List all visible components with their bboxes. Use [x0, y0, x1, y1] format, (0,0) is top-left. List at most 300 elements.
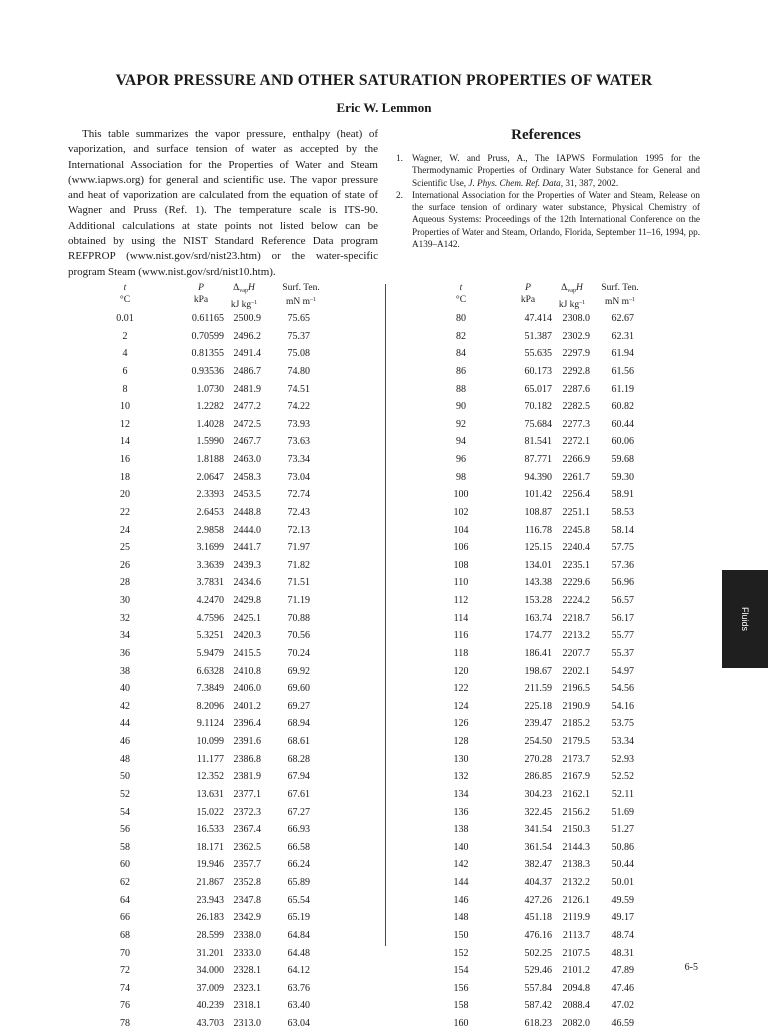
table-row: [96, 805, 352, 823]
table-row: [432, 998, 688, 1016]
cell-surface-tension: 74.22: [287, 401, 310, 413]
table-row: [432, 364, 688, 382]
cell-pressure: 47.414: [524, 313, 552, 324]
reference-number: 1.: [396, 153, 403, 163]
cell-enthalpy: 2156.2: [562, 806, 590, 818]
cell-pressure: 322.45: [524, 806, 552, 818]
table-row: [96, 787, 352, 805]
table-row: [432, 487, 688, 505]
author-name: Eric W. Lemmon: [336, 100, 432, 115]
table-row: [96, 487, 352, 505]
references-list: [396, 152, 700, 250]
cell-pressure: 8.2096: [196, 700, 224, 712]
cell-enthalpy: 2342.9: [233, 912, 261, 924]
cell-surface-tension: 64.84: [287, 929, 310, 941]
cell-surface-tension: 57.75: [611, 542, 634, 554]
cell-temperature: 24: [120, 524, 130, 536]
cell-pressure: 225.18: [524, 700, 552, 712]
cell-temperature: 14: [120, 436, 130, 448]
header-enthalpy: $\Delta_{vap}H$ kJ $kg^{-1}$: [230, 283, 258, 310]
cell-pressure: 55.635: [524, 348, 552, 360]
cell-enthalpy: 2287.6: [562, 383, 590, 395]
cell-temperature: 16: [120, 454, 130, 465]
table-row: [432, 558, 688, 576]
header-enthalpy: $\Delta_{vap}H$ kJ $kg^{-1}$: [558, 283, 586, 310]
table-row: [432, 575, 688, 593]
cell-enthalpy: 2266.9: [562, 454, 590, 465]
table-row: [96, 523, 352, 541]
cell-enthalpy: 2132.2: [562, 877, 590, 888]
cell-enthalpy: 2448.8: [233, 506, 261, 518]
cell-temperature: 72: [120, 965, 130, 977]
cell-temperature: 44: [120, 718, 130, 730]
cell-surface-tension: 54.97: [611, 665, 634, 677]
reference-journal: J. Phys. Chem. Ref. Data: [468, 177, 561, 188]
table-row: [432, 875, 688, 893]
cell-temperature: 126: [453, 718, 469, 730]
cell-enthalpy: 2190.9: [562, 700, 590, 712]
cell-enthalpy: 2429.8: [233, 595, 261, 606]
cell-pressure: 16.533: [196, 824, 224, 836]
cell-enthalpy: 2162.1: [562, 788, 590, 800]
table-row: [432, 505, 688, 523]
cell-enthalpy: 2477.2: [233, 401, 261, 413]
table-row: [432, 787, 688, 805]
table-row: [96, 769, 352, 787]
cell-enthalpy: 2235.1: [562, 559, 590, 571]
cell-surface-tension: 65.19: [287, 912, 310, 924]
cell-temperature: 46: [120, 736, 130, 747]
cell-pressure: 3.1699: [196, 542, 224, 554]
cell-pressure: 31.201: [196, 947, 224, 959]
table-row: [96, 452, 352, 470]
cell-pressure: 87.771: [524, 454, 552, 465]
cell-enthalpy: 2261.7: [562, 471, 590, 483]
cell-temperature: 80: [456, 313, 466, 324]
cell-temperature: 36: [120, 647, 130, 659]
cell-enthalpy: 2357.7: [233, 859, 261, 871]
cell-enthalpy: 2207.7: [562, 647, 590, 659]
cell-surface-tension: 73.93: [287, 418, 310, 430]
cell-surface-tension: 46.59: [611, 1018, 634, 1029]
cell-enthalpy: 2391.6: [233, 736, 261, 747]
references-heading: References: [511, 127, 581, 143]
cell-enthalpy: 2410.8: [233, 665, 261, 677]
cell-enthalpy: 2333.0: [233, 947, 261, 959]
cell-temperature: 98: [456, 471, 466, 483]
cell-pressure: 1.5990: [196, 436, 224, 448]
cell-surface-tension: 62.67: [611, 313, 634, 324]
cell-temperature: 4: [122, 348, 128, 360]
cell-temperature: 52: [120, 788, 130, 800]
cell-surface-tension: 58.14: [611, 524, 634, 536]
cell-enthalpy: 2313.0: [233, 1018, 261, 1029]
cell-pressure: 15.022: [196, 806, 224, 818]
cell-surface-tension: 72.13: [287, 524, 310, 536]
table-row: [96, 470, 352, 488]
cell-pressure: 60.173: [524, 365, 552, 377]
cell-enthalpy: 2119.9: [562, 912, 590, 924]
cell-surface-tension: 50.01: [611, 877, 634, 888]
cell-temperature: 78: [120, 1018, 130, 1029]
cell-pressure: 2.9858: [196, 524, 224, 536]
table-row: [96, 963, 352, 981]
cell-surface-tension: 65.89: [287, 877, 310, 888]
cell-temperature: 92: [456, 418, 466, 430]
cell-enthalpy: 2302.9: [562, 330, 590, 342]
cell-surface-tension: 48.74: [611, 929, 634, 941]
table-row: [96, 575, 352, 593]
cell-temperature: 25: [120, 542, 130, 554]
cell-enthalpy: 2441.7: [233, 542, 261, 554]
table-row: [432, 681, 688, 699]
cell-temperature: 12: [120, 418, 130, 430]
cell-temperature: 6: [122, 365, 128, 377]
cell-temperature: 64: [120, 894, 130, 906]
cell-temperature: 42: [120, 700, 130, 712]
cell-enthalpy: 2367.4: [233, 824, 261, 836]
cell-enthalpy: 2229.6: [562, 577, 590, 589]
cell-pressure: 174.77: [524, 630, 552, 642]
cell-pressure: 2.0647: [196, 471, 224, 483]
table-row: [96, 399, 352, 417]
cell-temperature: 90: [456, 401, 466, 413]
cell-pressure: 9.1124: [196, 718, 224, 730]
intro-paragraph: This table summarizes the vapor pressure, enthalpy (heat) of vaporization, and surface tension of water as accepted by the International Association for the Properties of Water and Steam (www.iapws.org) for general and scientific use. The vapor pressure and heat of vaporization are calculated from the equation of state of Wagner and Pruss (Ref. 1). The temperature scale is ITS-90. Additional calculations at state points not listed below can be obtained by using the NIST Standard Reference Data program REFPROP (www.nist.gov/srd/nist23.htm) or the water-specific program Steam (www.nist.gov/srd/nist10.htm).: [68, 128, 378, 278]
table-row: [432, 540, 688, 558]
cell-surface-tension: 52.93: [611, 753, 634, 765]
cell-pressure: 476.16: [524, 929, 552, 941]
cell-surface-tension: 63.04: [287, 1018, 310, 1029]
cell-enthalpy: 2292.8: [562, 365, 590, 377]
cell-surface-tension: 56.96: [611, 577, 634, 589]
cell-pressure: 37.009: [196, 982, 224, 994]
cell-pressure: 12.352: [196, 771, 224, 783]
cell-surface-tension: 70.56: [287, 630, 310, 642]
cell-enthalpy: 2377.1: [233, 788, 261, 800]
table-row: [96, 329, 352, 347]
table-row: [96, 822, 352, 840]
cell-surface-tension: 58.53: [611, 506, 634, 518]
reference-item: [396, 152, 700, 189]
table-row: [96, 505, 352, 523]
table-row: [96, 646, 352, 664]
reference-text: Wagner, W. and Pruss, A., The IAPWS Formulation 1995 for the Thermodynamic Properties of Ordinary Water Substance for General and Scientific Use,: [412, 153, 700, 188]
cell-surface-tension: 60.82: [611, 401, 634, 413]
cell-temperature: 100: [453, 489, 469, 501]
cell-temperature: 54: [120, 806, 130, 818]
cell-enthalpy: 2486.7: [233, 365, 261, 377]
cell-enthalpy: 2144.3: [562, 841, 590, 853]
table-row: [432, 752, 688, 770]
cell-surface-tension: 64.12: [287, 965, 310, 977]
cell-surface-tension: 68.61: [287, 736, 310, 747]
cell-pressure: 382.47: [524, 859, 552, 871]
cell-enthalpy: 2318.1: [233, 1000, 261, 1012]
cell-temperature: 18: [120, 471, 130, 483]
cell-surface-tension: 74.51: [287, 383, 310, 395]
page-title: VAPOR PRESSURE AND OTHER SATURATION PROPERTIES OF WATER: [115, 72, 653, 89]
cell-temperature: 124: [453, 700, 469, 712]
table-row: [432, 329, 688, 347]
table-row: [96, 364, 352, 382]
table-row: [432, 523, 688, 541]
cell-temperature: 144: [453, 877, 469, 888]
cell-temperature: 10: [120, 401, 130, 413]
cell-temperature: 82: [456, 330, 466, 342]
cell-enthalpy: 2240.4: [562, 542, 590, 554]
cell-enthalpy: 2444.0: [233, 524, 261, 536]
cell-pressure: 101.42: [524, 489, 552, 501]
cell-enthalpy: 2463.0: [233, 454, 261, 465]
cell-surface-tension: 68.94: [287, 718, 310, 730]
table-row: [432, 346, 688, 364]
cell-temperature: 150: [453, 929, 469, 941]
table-row: [432, 417, 688, 435]
cell-enthalpy: 2362.5: [233, 841, 261, 853]
cell-surface-tension: 54.16: [611, 700, 634, 712]
cell-enthalpy: 2138.3: [562, 859, 590, 871]
cell-pressure: 618.23: [524, 1018, 552, 1029]
cell-temperature: 108: [453, 559, 469, 571]
cell-surface-tension: 55.37: [611, 647, 634, 659]
table-row: [432, 822, 688, 840]
cell-enthalpy: 2167.9: [562, 771, 590, 783]
cell-surface-tension: 69.27: [287, 700, 310, 712]
cell-temperature: 102: [453, 506, 469, 518]
cell-enthalpy: 2107.5: [562, 947, 590, 959]
cell-temperature: 58: [120, 841, 130, 853]
cell-enthalpy: 2308.0: [562, 313, 590, 324]
cell-temperature: 120: [453, 665, 469, 677]
cell-enthalpy: 2415.5: [233, 647, 261, 659]
cell-surface-tension: 47.89: [611, 965, 634, 977]
cell-enthalpy: 2218.7: [562, 612, 590, 624]
table-row: [96, 998, 352, 1016]
cell-surface-tension: 49.17: [611, 912, 634, 924]
cell-surface-tension: 53.75: [611, 718, 634, 730]
cell-surface-tension: 54.56: [611, 683, 634, 695]
cell-surface-tension: 66.58: [287, 841, 310, 853]
cell-temperature: 128: [453, 736, 469, 747]
cell-pressure: 1.2282: [196, 401, 224, 413]
cell-pressure: 28.599: [196, 929, 224, 941]
cell-temperature: 140: [453, 841, 469, 853]
cell-pressure: 198.67: [524, 665, 552, 677]
header-surface-tension: Surf. Ten. mN $m^{-1}$: [601, 283, 639, 307]
table-row: [432, 699, 688, 717]
cell-temperature: 122: [453, 683, 469, 695]
cell-enthalpy: 2496.2: [233, 330, 261, 342]
cell-pressure: 361.54: [524, 841, 552, 853]
cell-surface-tension: 67.94: [287, 771, 310, 783]
table-row: [96, 875, 352, 893]
cell-temperature: 112: [453, 595, 469, 606]
section-tab-label: Fluids: [740, 606, 750, 632]
cell-surface-tension: 73.04: [287, 471, 310, 483]
cell-enthalpy: 2453.5: [233, 489, 261, 501]
cell-temperature: 148: [453, 912, 469, 924]
table-header: [96, 282, 352, 310]
cell-surface-tension: 52.52: [611, 771, 634, 783]
cell-surface-tension: 50.86: [611, 841, 634, 853]
cell-enthalpy: 2481.9: [233, 383, 261, 395]
cell-enthalpy: 2386.8: [233, 753, 261, 765]
cell-pressure: 0.70599: [191, 330, 224, 342]
cell-surface-tension: 59.68: [611, 454, 634, 465]
cell-enthalpy: 2088.4: [562, 1000, 590, 1012]
table-row: [96, 734, 352, 752]
reference-text-tail: , 31, 387, 2002.: [560, 177, 619, 188]
cell-surface-tension: 62.31: [611, 330, 634, 342]
cell-surface-tension: 55.77: [611, 630, 634, 642]
cell-pressure: 11.177: [196, 753, 224, 765]
table-row: [96, 558, 352, 576]
table-row: [432, 1016, 688, 1034]
cell-pressure: 186.41: [524, 647, 552, 659]
cell-enthalpy: 2101.2: [562, 965, 590, 977]
table-row: [96, 928, 352, 946]
table-row: [96, 840, 352, 858]
cell-temperature: 70: [120, 947, 130, 959]
cell-pressure: 51.387: [524, 330, 552, 342]
cell-pressure: 43.703: [196, 1018, 224, 1029]
cell-surface-tension: 51.27: [611, 824, 634, 836]
header-temperature: t °C: [119, 283, 131, 305]
table-row: [432, 470, 688, 488]
cell-surface-tension: 50.44: [611, 859, 634, 871]
table-row: [432, 382, 688, 400]
table-row: [96, 1016, 352, 1034]
cell-temperature: 22: [120, 506, 130, 518]
cell-enthalpy: 2401.2: [233, 700, 261, 712]
cell-pressure: 587.42: [524, 1000, 552, 1012]
cell-enthalpy: 2196.5: [562, 683, 590, 695]
cell-surface-tension: 70.88: [287, 612, 310, 624]
table-body-right: [432, 311, 688, 1034]
table-row: [96, 716, 352, 734]
cell-pressure: 211.59: [524, 683, 552, 695]
cell-temperature: 132: [453, 771, 469, 783]
table-row: [96, 681, 352, 699]
cell-pressure: 65.017: [524, 383, 552, 395]
cell-temperature: 84: [456, 348, 466, 360]
cell-temperature: 2: [122, 330, 128, 342]
cell-enthalpy: 2297.9: [562, 348, 590, 360]
cell-pressure: 26.183: [196, 912, 224, 924]
cell-surface-tension: 67.61: [287, 788, 310, 800]
cell-surface-tension: 65.54: [287, 894, 310, 906]
cell-enthalpy: 2472.5: [233, 418, 261, 430]
cell-temperature: 114: [453, 612, 469, 624]
cell-surface-tension: 72.43: [287, 506, 310, 518]
table-row: [96, 417, 352, 435]
cell-pressure: 557.84: [524, 982, 552, 994]
cell-surface-tension: 51.69: [611, 806, 634, 818]
cell-temperature: 94: [456, 436, 466, 448]
cell-temperature: 50: [120, 771, 130, 783]
header-temperature: t °C: [455, 283, 467, 305]
table-row: [432, 611, 688, 629]
table-row: [432, 664, 688, 682]
cell-surface-tension: 47.46: [611, 982, 634, 994]
cell-pressure: 286.85: [524, 771, 552, 783]
cell-enthalpy: 2277.3: [562, 418, 590, 430]
header-pressure: P kPa: [520, 283, 536, 305]
cell-temperature: 110: [453, 577, 469, 589]
cell-temperature: 34: [120, 630, 130, 642]
cell-enthalpy: 2150.3: [562, 824, 590, 836]
cell-pressure: 81.541: [524, 436, 552, 448]
cell-enthalpy: 2224.2: [562, 595, 590, 606]
cell-temperature: 104: [453, 524, 469, 536]
cell-temperature: 160: [453, 1018, 469, 1029]
cell-surface-tension: 59.30: [611, 471, 634, 483]
table-row: [432, 963, 688, 981]
cell-surface-tension: 75.65: [287, 313, 310, 324]
cell-pressure: 94.390: [524, 471, 552, 483]
cell-temperature: 0.01: [116, 313, 134, 324]
cell-temperature: 28: [120, 577, 130, 589]
table-row: [432, 434, 688, 452]
cell-temperature: 142: [453, 859, 469, 871]
cell-temperature: 136: [453, 806, 469, 818]
cell-pressure: 1.8188: [196, 454, 224, 465]
data-table-left: [96, 282, 352, 1029]
cell-pressure: 13.631: [196, 788, 224, 800]
cell-surface-tension: 47.02: [611, 1000, 634, 1012]
cell-pressure: 19.946: [196, 859, 224, 871]
table-row: [432, 646, 688, 664]
cell-surface-tension: 56.57: [611, 595, 634, 606]
table-row: [432, 452, 688, 470]
table-row: [96, 382, 352, 400]
cell-surface-tension: 71.19: [287, 595, 310, 606]
cell-temperature: 60: [120, 859, 130, 871]
table-row: [96, 346, 352, 364]
cell-enthalpy: 2381.9: [233, 771, 261, 783]
cell-surface-tension: 61.56: [611, 365, 634, 377]
cell-enthalpy: 2347.8: [233, 894, 261, 906]
table-row: [432, 628, 688, 646]
cell-enthalpy: 2467.7: [233, 436, 261, 448]
cell-surface-tension: 49.59: [611, 894, 634, 906]
cell-pressure: 239.47: [524, 718, 552, 730]
cell-pressure: 3.3639: [196, 559, 224, 571]
cell-enthalpy: 2352.8: [233, 877, 261, 888]
table-row: [96, 434, 352, 452]
cell-temperature: 66: [120, 912, 130, 924]
cell-enthalpy: 2500.9: [233, 313, 261, 324]
cell-enthalpy: 2282.5: [562, 401, 590, 413]
cell-surface-tension: 61.94: [611, 348, 634, 360]
cell-pressure: 40.239: [196, 1000, 224, 1012]
table-row: [96, 611, 352, 629]
cell-surface-tension: 71.82: [287, 559, 310, 571]
cell-enthalpy: 2491.4: [233, 348, 261, 360]
cell-enthalpy: 2113.7: [562, 929, 590, 941]
table-row: [432, 769, 688, 787]
table-row: [432, 399, 688, 417]
cell-pressure: 341.54: [524, 824, 552, 836]
cell-pressure: 34.000: [196, 965, 224, 977]
reference-number: 2.: [396, 189, 403, 200]
cell-pressure: 143.38: [524, 577, 552, 589]
cell-pressure: 5.3251: [196, 630, 224, 642]
cell-pressure: 1.0730: [196, 383, 224, 395]
cell-surface-tension: 71.97: [287, 542, 310, 554]
cell-temperature: 116: [453, 630, 469, 642]
